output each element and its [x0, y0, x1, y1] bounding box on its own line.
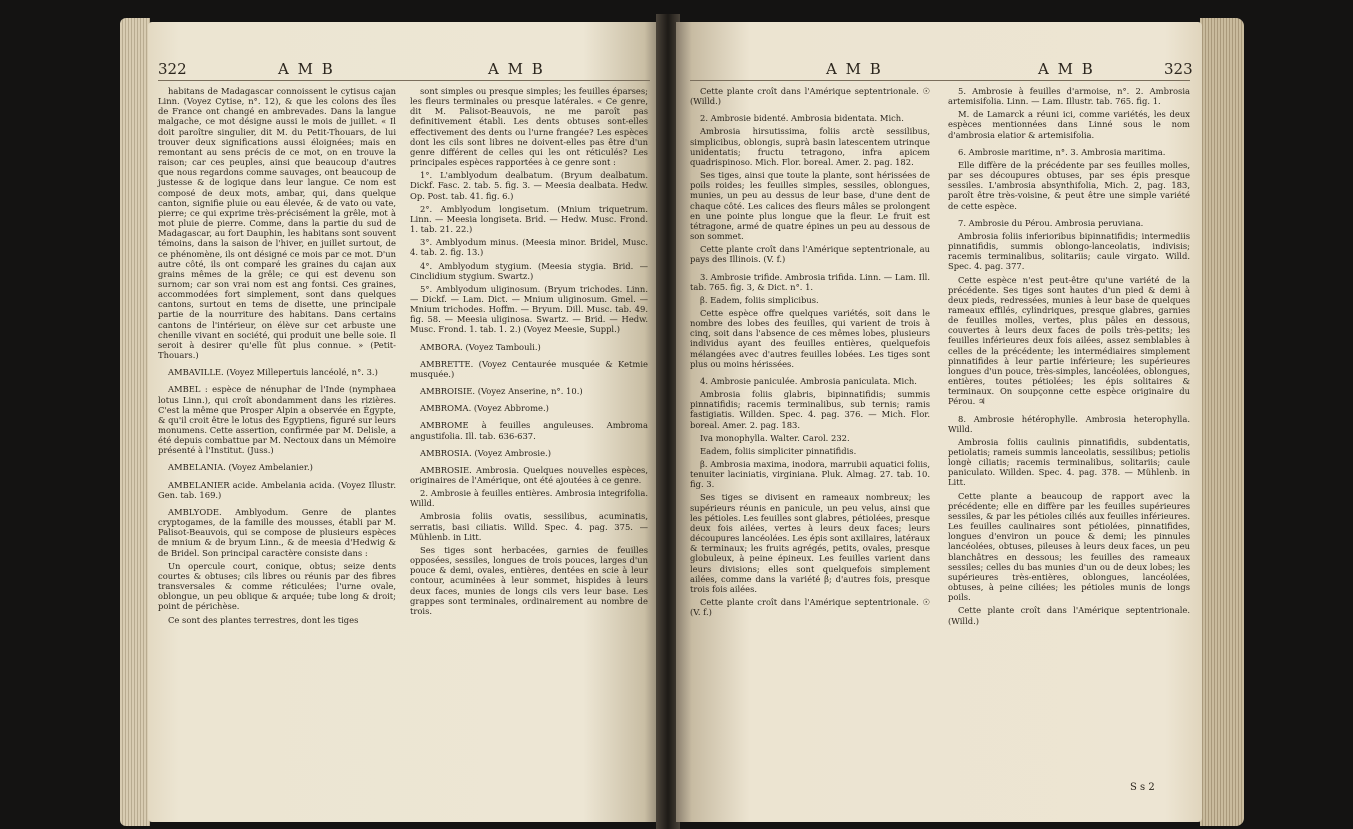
- paragraph: Ses tiges, ainsi que toute la plante, sont hérissées de poils roides; les feuilles simples, sessiles, oblongues, munies, un peu au dessus de leur base, d'une dent de chaque côté. Les calices des fleurs mâles se prolongent en une pointe plus longue que la fleur. Le fruit est tétragone, armé de quatre épines un peu au dessous de son sommet.: [690, 170, 930, 242]
- paragraph: 7. Ambrosie du Pérou. Ambrosia peruviana.: [958, 217, 1144, 228]
- paragraph: β. Ambrosia maxima, inodora, marrubii aquatici foliis, tenuiter laciniatis, virginiana. Pluk. Almag. 27. tab. 10. fig. 3.: [690, 459, 930, 490]
- paragraph: Ce sont des plantes terrestres, dont les tiges: [168, 614, 359, 625]
- paragraph: Eadem, foliis simpliciter pinnatifidis.: [700, 445, 857, 456]
- paragraph: β. Eadem, foliis simplicibus.: [700, 294, 819, 305]
- running-head-left: A M B: [278, 60, 335, 78]
- paragraph: AMBROME à feuilles anguleuses. Ambroma angustifolia. Ill. tab. 636-637.: [410, 420, 648, 441]
- paragraph: 2. Ambrosie bidenté. Ambrosia bidentata. Mich.: [700, 113, 904, 124]
- paragraph: Ses tiges sont herbacées, garnies de feuilles opposées, sessiles, longues de trois pouces, larges d'un pouce & demi, ovales, entières, dentées en scie à leur contour, acuminées à leur sommet, hispides à leurs deux faces, munies de longs cils vers leur base. Les grappes sont terminales, ordinairement au nombre de trois.: [410, 544, 648, 616]
- paragraph: Elle diffère de la précédente par ses feuilles molles, par ses découpures obtuses, par ses épis presque sessiles. L'ambrosia absynthifolia, Mich. 2, pag. 183, paroît être très-voisine, & peut être une simple variété de cette espèce.: [948, 159, 1190, 211]
- running-head-right: A M B: [488, 60, 545, 78]
- paragraph: AMBELANIER acide. Ambelania acida. (Voyez Illustr. Gen. tab. 169.): [158, 479, 396, 500]
- page-edges-right: [1200, 18, 1244, 826]
- paragraph: AMBEL : espèce de nénuphar de l'Inde (nymphaea lotus Linn.), qui croît abondamment dans les rizières. C'est la même que Prosper Alpin a observée en Égypte, & qu'il croit être le lotus des Egyptiens, figuré sur leurs monumens. Cette assertion, confirmée par M. Delisle, a été depuis combattue par M. Nectoux dans un Mémoire présenté à l'Institut. (Juss.): [158, 384, 396, 456]
- paragraph: 6. Ambrosie maritime, n°. 3. Ambrosia maritima.: [958, 146, 1166, 157]
- paragraph: AMBROISIE. (Voyez Anserine, n°. 10.): [420, 386, 583, 397]
- paragraph: 8. Ambrosie hétérophylle. Ambrosia heterophylla. Willd.: [948, 413, 1190, 434]
- running-head-left: A M B: [826, 60, 883, 78]
- paragraph: Cette plante a beaucoup de rapport avec la précédente; elle en diffère par les feuilles supérieures sessiles, & par les pétioles ciliés aux feuilles inférieures. Les feuilles caulinaires sont pétiolées, pinnatifides, longues d'environ un pouce & demi; les pinnules lancéolées, obtuses, pileuses à leurs deux faces, un peu blanchâtres en dessous; les feuilles des rameaux sessiles; celles du bas munies d'un ou de deux lobes; les supérieures très-entières, oblongues, lancéolées, obtuses, à peine ciliées; les pétioles munis de longs poils.: [948, 490, 1190, 603]
- text-column-left: [158, 86, 396, 628]
- paragraph: Cette plante croît dans l'Amérique septentrionale. ☉ (V. f.): [690, 597, 930, 618]
- paragraph: Ambrosia foliis inferioribus bipinnatifidis; intermediis pinnatifidis, summis oblongo-lanceolatis, indivisis; racemis terminalibus, solitariis; caule virgato. Willd. Spec. 4. pag. 377.: [948, 230, 1190, 272]
- paragraph: Ambrosia foliis glabris, bipinnatifidis; summis pinnatifidis; racemis terminalibus, sub ternis; ramis fastigiatis. Willden. Spec. 4. pag. 376. — Mich. Flor. boreal. Amer. 2. pag. 183.: [690, 389, 930, 430]
- paragraph: Ses tiges se divisent en rameaux nombreux; les supérieurs réunis en panicule, un peu velus, ainsi que les pétioles. Les feuilles sont glabres, pétiolées, presque deux fois ailées, vertes à leurs deux faces; leurs découpures lancéolées. Les épis sont axillaires, latéraux & terminaux; les fruits agrégés, petits, ovales, presque globuleux, à peine épineux. Les feuilles varient dans leurs divisions; elles sont quelquefois simplement ailées, comme dans la variété β; d'autres fois, presque trois fois ailées.: [690, 492, 930, 594]
- header-rule: [158, 80, 650, 81]
- paragraph: 3. Ambrosie trifide. Ambrosia trifida. Linn. — Lam. Ill. tab. 765. fig. 3, & Dict. n°. 1.: [690, 271, 930, 292]
- running-head-right: A M B: [1038, 60, 1095, 78]
- paragraph: Iva monophylla. Walter. Carol. 232.: [700, 432, 850, 443]
- paragraph: 2°. Amblyodum longisetum. (Mnium triquetrum. Linn. — Meesia longiseta. Brid. — Hedw. Musc. Frond. 1. tab. 21. 22.): [410, 203, 648, 235]
- paragraph: AMBORA. (Voyez Tambouli.): [420, 341, 541, 352]
- text-column-right: [410, 86, 648, 619]
- signature-mark: S s 2: [1130, 782, 1155, 793]
- page-number: 322: [158, 60, 187, 78]
- paragraph: Ambrosia foliis ovatis, sessilibus, acuminatis, serratis, basi ciliatis. Willd. Spec. 4. pag. 375. — Mühlenb. in Litt.: [410, 511, 648, 542]
- paragraph: AMBAVILLE. (Voyez Millepertuis lancéolé, n°. 3.): [168, 367, 378, 378]
- right-page: [676, 22, 1202, 822]
- paragraph: Cette espèce offre quelques variétés, soit dans le nombre des lobes des feuilles, qui varient de trois à cinq, soit dans l'absence de ces mêmes lobes, plusieurs individus ayant des feuilles entières, quelquefois mélangées avec d'autres feuilles lobées. Les tiges sont plus ou moins hérissées.: [690, 307, 930, 369]
- paragraph: AMBROSIE. Ambrosia. Quelques nouvelles espèces, originaires de l'Amérique, ont été ajoutées à ce genre.: [410, 464, 648, 485]
- paragraph: habitans de Madagascar connoissent le cytisus cajan Linn. (Voyez Cytise, n°. 12), & que les colons des îles de France ont changé en ambrevades. Dans la langue malgache, ce mot désigne aussi le mois de juillet. « Il doit paroître singulier, dit M. du Petit-Thouars, de lui trouver deux significations aussi éloignées; mais en remontant au sens précis de ce mot, on en trouve la raison; car ces peuples, ainsi que beaucoup d'autres que nous regardons comme sauvages, ont beaucoup de justesse & de logique dans leur langue. Ce nom est composé de deux mots, ambar, qui, dans quelque canton, signifie pluie ou eau élevée, & de vato ou vate, pierre; ce qui exprime très-précisément la grêle, mot à mot pluie de pierre. Comme, dans la partie du sud de Madagascar, au fort Dauphin, les habitans sont souvent témoins, dans la saison de l'hiver, en juillet surtout, de ce phénomène, ils ont désigné ce mois par ce mot. D'un autre côté, ils ont comparé les graines du cajan aux grains mêmes de la grêle; ce qui est devenu son surnom; car son vrai nom est ang fontsi. Ces graines, accommodées fort simplement, sont dans quelques cantons, surtout en tems de disette, une principale partie de la nourriture des habitans. Dans certains cantons de l'intérieur, on élève sur cet arbuste une chenille vivant en société, qui produit une belle soie. Il seroit à desirer qu'elle fût plus connue. » (Petit-Thouars.): [158, 86, 396, 361]
- paragraph: AMBRETTE. (Voyez Centaurée musquée & Ketmie musquée.): [410, 358, 648, 379]
- paragraph: 5. Ambrosie à feuilles d'armoise, n°. 2. Ambrosia artemisifolia. Linn. — Lam. Illustr. tab. 765. fig. 1.: [948, 86, 1190, 107]
- paragraph: Cette plante croît dans l'Amérique septentrionale. (Willd.): [948, 605, 1190, 626]
- paragraph: Cette espèce n'est peut-être qu'une variété de la précédente. Ses tiges sont hautes d'un pied & demi à deux pieds, redressées, munies à leur base de quelques rameaux effilés, cylindriques, presque glabres, garnies de feuilles molles, vertes, plus pâles en dessous, couvertes à leurs deux faces de poils très-petits; les feuilles inférieures deux fois ailées, assez semblables à celles de la précédente; les intermédiaires simplement pinnatifides à leur partie inférieure; les supérieures longues d'un pouce, très-simples, lancéolées, oblongues, entières, toutes pétiolées; les épis solitaires & terminaux. On soupçonne cette espèce originaire du Pérou. ♃: [948, 274, 1190, 407]
- page-number: 323: [1164, 60, 1193, 78]
- header-rule: [690, 80, 1190, 81]
- text-column-left: [690, 86, 930, 620]
- paragraph: 4°. Amblyodum stygium. (Meesia stygia. Brid. — Cinclidium stygium. Swartz.): [410, 260, 648, 281]
- paragraph: Ambrosia hirsutissima, foliis arctè sessilibus, simplicibus, oblongis, suprà basin latescentem utrinque unidentatis; fructu tetragono, infra apicem quadrispinoso. Mich. Flor. boreal. Amer. 2. pag. 182.: [690, 126, 930, 167]
- paragraph: 1°. L'amblyodum dealbatum. (Bryum dealbatum. Dickf. Fasc. 2. tab. 5. fig. 3. — Meesia dealbata. Hedw. Op. Post. tab. 41. fig. 6.): [410, 170, 648, 201]
- text-column-right: [948, 86, 1190, 629]
- page-edges-left: [120, 18, 150, 826]
- paragraph: 2. Ambrosie à feuilles entières. Ambrosia integrifolia. Willd.: [410, 488, 648, 509]
- paragraph: Un opercule court, conique, obtus; seize dents courtes & obtuses; cils libres ou réunis par des fibres transversales & comme réticulées; l'urne ovale, oblongue, un peu oblique & arquée; tube long & droit; point de périchèse.: [158, 560, 396, 612]
- paragraph: M. de Lamarck a réuni ici, comme variétés, les deux espèces mentionnées dans Linné sous le nom d'ambrosia elatior & artemisifolia.: [948, 109, 1190, 140]
- left-page: [148, 22, 660, 822]
- paragraph: 5°. Amblyodum uliginosum. (Bryum trichodes. Linn. — Dickf. — Lam. Dict. — Mnium uliginosum. Gmel. — Mnium trichodes. Hoffm. — Bryum. Dill. Musc. tab. 49. fig. 58. — Meesia uliginosa. Swartz. — Brid. — Hedw. Musc. Frond. 1. tab. 1. 2.) (Voyez Meesie, Suppl.): [410, 283, 648, 335]
- paragraph: Cette plante croît dans l'Amérique septentrionale, au pays des Illinois. (V. f.): [690, 244, 930, 265]
- paragraph: sont simples ou presque simples; les feuilles éparses; les fleurs terminales ou presque latérales. « Ce genre, dit M. Palisot-Beauvois, ne me paroît pas definitivement établi. Les dents obtuses sont-elles effectivement des dents ou l'urne frangée? Les espèces dont les cils sont libres ne doivent-elles pas être d'un genre différent de celles qui les ont réticulés? Les principales espèces rapportées à ce genre sont :: [410, 86, 648, 168]
- paragraph: AMBROSIA. (Voyez Ambrosie.): [420, 447, 551, 458]
- paragraph: AMBELANIA. (Voyez Ambelanier.): [168, 462, 313, 473]
- paragraph: 3°. Amblyodum minus. (Meesia minor. Bridel, Musc. 4. tab. 2. fig. 13.): [410, 237, 648, 258]
- paragraph: AMBLYODE. Amblyodum. Genre de plantes cryptogames, de la famille des mousses, établi par M. Palisot-Beauvois, qui se compose de plusieurs espèces de mnium & de bryum Linn., & de meesia d'Hedwig & de Bridel. Son principal caractère consiste dans :: [158, 506, 396, 558]
- paragraph: Cette plante croît dans l'Amérique septentrionale. ☉ (Willd.): [690, 86, 930, 107]
- paragraph: 4. Ambrosie paniculée. Ambrosia paniculata. Mich.: [700, 375, 917, 386]
- paragraph: AMBROMA. (Voyez Abbrome.): [420, 403, 549, 414]
- paragraph: Ambrosia foliis caulinis pinnatifidis, subdentatis, petiolatis; rameis summis lanceolatis, sessilibus; petiolis longè ciliatis; racemis terminalibus, solitariis; caule paniculato. Willden. Spec. 4. pag. 378. — Mühlenb. in Litt.: [948, 436, 1190, 488]
